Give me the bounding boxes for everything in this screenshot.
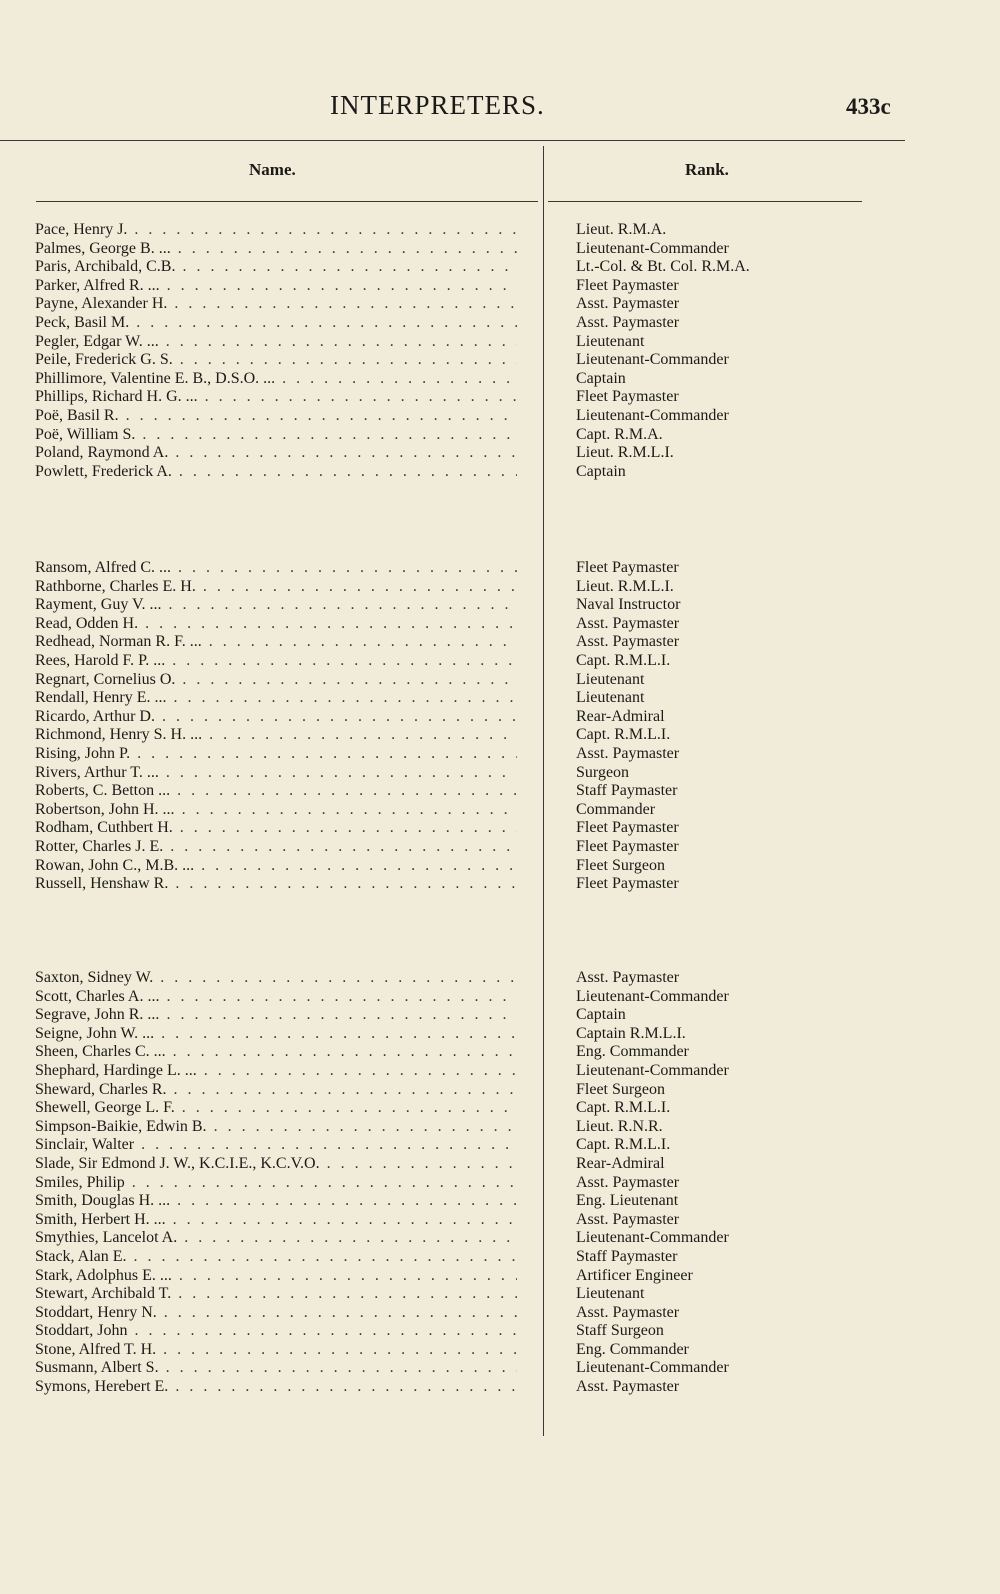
officer-rank: Asst. Paymaster	[576, 1303, 680, 1321]
officer-rank: Lt.-Col. & Bt. Col. R.M.A.	[576, 258, 750, 276]
officer-name: Stone, Alfred T. H. . . .	[35, 1341, 517, 1360]
officer-rank: Asst. Paymaster	[576, 295, 680, 313]
officer-name: Sinclair, Walter . . .	[35, 1136, 517, 1155]
table-row	[0, 1341, 1000, 1360]
officer-rank: Captain	[576, 369, 626, 387]
officer-name: Regnart, Cornelius O. . . .	[35, 671, 517, 690]
table-row	[0, 559, 1000, 578]
table-row	[0, 295, 1000, 314]
officer-rank: Eng. Commander	[576, 1043, 689, 1061]
officer-name: Peile, Frederick G. S. . . .	[35, 351, 517, 370]
officer-rank: Lieutenant-Commander	[576, 1359, 729, 1377]
rank-header-rule	[548, 201, 862, 202]
officer-name: Scott, Charles A. ... . . .	[35, 988, 517, 1007]
officer-rank: Capt. R.M.L.I.	[576, 1136, 671, 1154]
officer-name: Palmes, George B. ... . . .	[35, 240, 517, 259]
table-row	[0, 1211, 1000, 1230]
officer-rank: Capt. R.M.L.I.	[576, 726, 671, 744]
officer-name: Poë, Basil R. . . .	[35, 407, 517, 426]
officer-name: Rees, Harold F. P. ... . . .	[35, 652, 517, 671]
officer-rank: Lieutenant	[576, 689, 645, 707]
officer-rank: Asst. Paymaster	[576, 633, 680, 651]
officer-rank: Commander	[576, 800, 656, 818]
officer-name: Smith, Herbert H. ... . . .	[35, 1211, 517, 1230]
officer-rank: Lieutenant-Commander	[576, 239, 729, 257]
officer-name: Pegler, Edgar W. ... . . .	[35, 333, 517, 352]
officer-name: Stark, Adolphus E. ... . . .	[35, 1267, 517, 1286]
officer-name: Stewart, Archibald T. . . .	[35, 1285, 517, 1304]
officer-rank: Asst. Paymaster	[576, 1173, 680, 1191]
officer-rank: Capt. R.M.L.I.	[576, 1099, 671, 1117]
officer-rank: Lieutenant-Commander	[576, 987, 729, 1005]
officer-rank: Captain	[576, 462, 626, 480]
officer-rank: Lieutenant-Commander	[576, 1061, 729, 1079]
table-row	[0, 1118, 1000, 1137]
table-row	[0, 1136, 1000, 1155]
officer-rank: Captain	[576, 1006, 626, 1024]
officer-rank: Asst. Paymaster	[576, 614, 680, 632]
table-row	[0, 1174, 1000, 1193]
officer-name: Ricardo, Arthur D. . . .	[35, 708, 517, 727]
officer-name: Rowan, John C., M.B. ... . . .	[35, 857, 517, 876]
officer-rank: Lieut. R.N.R.	[576, 1117, 663, 1135]
table-row	[0, 1285, 1000, 1304]
officer-rank: Staff Paymaster	[576, 782, 678, 800]
officer-name: Sheen, Charles C. ... . . .	[35, 1043, 517, 1062]
table-row	[0, 1192, 1000, 1211]
table-row	[0, 969, 1000, 988]
officer-name: Rising, John P. . . .	[35, 745, 517, 764]
name-column-header: Name.	[249, 160, 296, 179]
officer-rank: Asst. Paymaster	[576, 1210, 680, 1228]
officer-name: Russell, Henshaw R. . . .	[35, 875, 517, 894]
table-row	[0, 314, 1000, 333]
officer-name: Stoddart, John . . .	[35, 1322, 517, 1341]
officer-name: Rendall, Henry E. ... . . .	[35, 689, 517, 708]
table-row	[0, 1043, 1000, 1062]
officer-name: Saxton, Sidney W. . . .	[35, 969, 517, 988]
officer-rank: Fleet Paymaster	[576, 875, 679, 893]
table-row	[0, 407, 1000, 426]
officer-name: Payne, Alexander H. . . .	[35, 295, 517, 314]
table-row	[0, 1062, 1000, 1081]
table-row	[0, 388, 1000, 407]
table-row	[0, 277, 1000, 296]
officer-name: Smiles, Philip . . .	[35, 1174, 517, 1193]
officer-name: Paris, Archibald, C.B. . . .	[35, 258, 517, 277]
group-r	[0, 559, 1000, 894]
officer-name: Phillimore, Valentine E. B., D.S.O. ... . . .	[35, 370, 517, 389]
officer-rank: Lieutenant-Commander	[576, 1229, 729, 1247]
table-row	[0, 240, 1000, 259]
officer-name: Rathborne, Charles E. H. . . .	[35, 578, 517, 597]
table-row	[0, 463, 1000, 482]
table-row	[0, 444, 1000, 463]
officer-rank: Rear-Admiral	[576, 707, 665, 725]
officer-name: Smythies, Lancelot A. . . .	[35, 1229, 517, 1248]
table-row	[0, 1155, 1000, 1174]
officer-name: Sheward, Charles R. . . .	[35, 1081, 517, 1100]
page-title: INTERPRETERS.	[330, 90, 545, 120]
officer-name: Roberts, C. Betton ... . . .	[35, 782, 517, 801]
table-row	[0, 689, 1000, 708]
officer-rank: Captain R.M.L.I.	[576, 1024, 686, 1042]
officer-name: Peck, Basil M. . . .	[35, 314, 517, 333]
table-row	[0, 1006, 1000, 1025]
table-row	[0, 1229, 1000, 1248]
header-rule	[0, 140, 905, 141]
officer-name: Susmann, Albert S. . . .	[35, 1359, 517, 1378]
table-row	[0, 1025, 1000, 1044]
rank-column-header: Rank.	[685, 160, 729, 179]
officer-rank: Lieutenant-Commander	[576, 351, 729, 369]
officer-name: Powlett, Frederick A. . . .	[35, 463, 517, 482]
officer-name: Parker, Alfred R. ... . . .	[35, 277, 517, 296]
group-s	[0, 969, 1000, 1397]
officer-rank: Staff Surgeon	[576, 1322, 664, 1340]
officer-rank: Fleet Paymaster	[576, 837, 679, 855]
officer-name: Redhead, Norman R. F. ... . . .	[35, 633, 517, 652]
officer-rank: Artificer Engineer	[576, 1266, 693, 1284]
officer-name: Segrave, John R. ... . . .	[35, 1006, 517, 1025]
table-row	[0, 1304, 1000, 1323]
table-row	[0, 578, 1000, 597]
officer-rank: Asst. Paymaster	[576, 313, 680, 331]
page-number: 433c	[846, 94, 891, 119]
officer-rank: Capt. R.M.A.	[576, 425, 663, 443]
table-row	[0, 988, 1000, 1007]
officer-rank: Naval Instructor	[576, 596, 681, 614]
table-row	[0, 726, 1000, 745]
officer-rank: Lieutenant	[576, 332, 645, 350]
table-row	[0, 652, 1000, 671]
table-row	[0, 782, 1000, 801]
officer-rank: Fleet Paymaster	[576, 819, 679, 837]
officer-name: Pace, Henry J. . . .	[35, 221, 517, 240]
officer-name: Stoddart, Henry N. . . .	[35, 1304, 517, 1323]
table-row	[0, 426, 1000, 445]
table-row	[0, 1359, 1000, 1378]
table-row	[0, 633, 1000, 652]
table-row	[0, 370, 1000, 389]
officer-name: Poë, William S. . . .	[35, 426, 517, 445]
officer-name: Slade, Sir Edmond J. W., K.C.I.E., K.C.V.O. . . .	[35, 1155, 517, 1174]
officer-name: Shephard, Hardinge L. ... . . .	[35, 1062, 517, 1081]
officer-rank: Lieut. R.M.L.I.	[576, 577, 674, 595]
table-row	[0, 1081, 1000, 1100]
officer-rank: Lieutenant-Commander	[576, 406, 729, 424]
officer-name: Rayment, Guy V. ... . . .	[35, 596, 517, 615]
table-row	[0, 1248, 1000, 1267]
officer-rank: Lieut. R.M.L.I.	[576, 444, 674, 462]
table-row	[0, 801, 1000, 820]
officer-rank: Asst. Paymaster	[576, 1378, 680, 1396]
officer-rank: Rear-Admiral	[576, 1154, 665, 1172]
table-row	[0, 1378, 1000, 1397]
officer-name: Shewell, George L. F. . . .	[35, 1099, 517, 1118]
officer-rank: Fleet Paymaster	[576, 276, 679, 294]
table-row	[0, 1099, 1000, 1118]
officer-name: Smith, Douglas H. ... . . .	[35, 1192, 517, 1211]
officer-name: Poland, Raymond A. . . .	[35, 444, 517, 463]
table-row	[0, 819, 1000, 838]
officer-name: Symons, Herebert E. . . .	[35, 1378, 517, 1397]
table-row	[0, 221, 1000, 240]
table-row	[0, 258, 1000, 277]
officer-name: Rotter, Charles J. E. . . .	[35, 838, 517, 857]
group-p	[0, 221, 1000, 481]
officer-rank: Staff Paymaster	[576, 1247, 678, 1265]
officer-rank: Fleet Surgeon	[576, 856, 666, 874]
table-row	[0, 745, 1000, 764]
table-row	[0, 838, 1000, 857]
table-row	[0, 615, 1000, 634]
officer-name: Robertson, John H. ... . . .	[35, 801, 517, 820]
table-row	[0, 596, 1000, 615]
officer-name: Read, Odden H. . . .	[35, 615, 517, 634]
officer-name: Simpson-Baikie, Edwin B. . . .	[35, 1118, 517, 1137]
table-row	[0, 708, 1000, 727]
officer-name: Seigne, John W. ... . . .	[35, 1025, 517, 1044]
name-header-rule	[36, 201, 538, 202]
officer-rank: Capt. R.M.L.I.	[576, 651, 671, 669]
table-row	[0, 857, 1000, 876]
table-row	[0, 875, 1000, 894]
officer-name: Ransom, Alfred C. ... . . .	[35, 559, 517, 578]
officer-rank: Surgeon	[576, 763, 630, 781]
officer-name: Richmond, Henry S. H. ... . . .	[35, 726, 517, 745]
table-row	[0, 333, 1000, 352]
officer-rank: Lieutenant	[576, 1285, 645, 1303]
officer-name: Rodham, Cuthbert H. . . .	[35, 819, 517, 838]
table-row	[0, 671, 1000, 690]
table-row	[0, 1322, 1000, 1341]
officer-rank: Eng. Commander	[576, 1340, 689, 1358]
officer-rank: Asst. Paymaster	[576, 744, 680, 762]
officer-rank: Lieut. R.M.A.	[576, 221, 667, 238]
officer-rank: Fleet Paymaster	[576, 559, 679, 576]
officer-name: Phillips, Richard H. G. ... . . .	[35, 388, 517, 407]
officer-name: Rivers, Arthur T. ... . . .	[35, 764, 517, 783]
table-row	[0, 1267, 1000, 1286]
officer-name: Stack, Alan E. . . .	[35, 1248, 517, 1267]
officer-rank: Lieutenant	[576, 670, 645, 688]
table-row	[0, 764, 1000, 783]
officer-rank: Asst. Paymaster	[576, 969, 680, 986]
officer-rank: Eng. Lieutenant	[576, 1192, 679, 1210]
table-row	[0, 351, 1000, 370]
officer-rank: Fleet Paymaster	[576, 388, 679, 406]
officer-rank: Fleet Surgeon	[576, 1080, 666, 1098]
